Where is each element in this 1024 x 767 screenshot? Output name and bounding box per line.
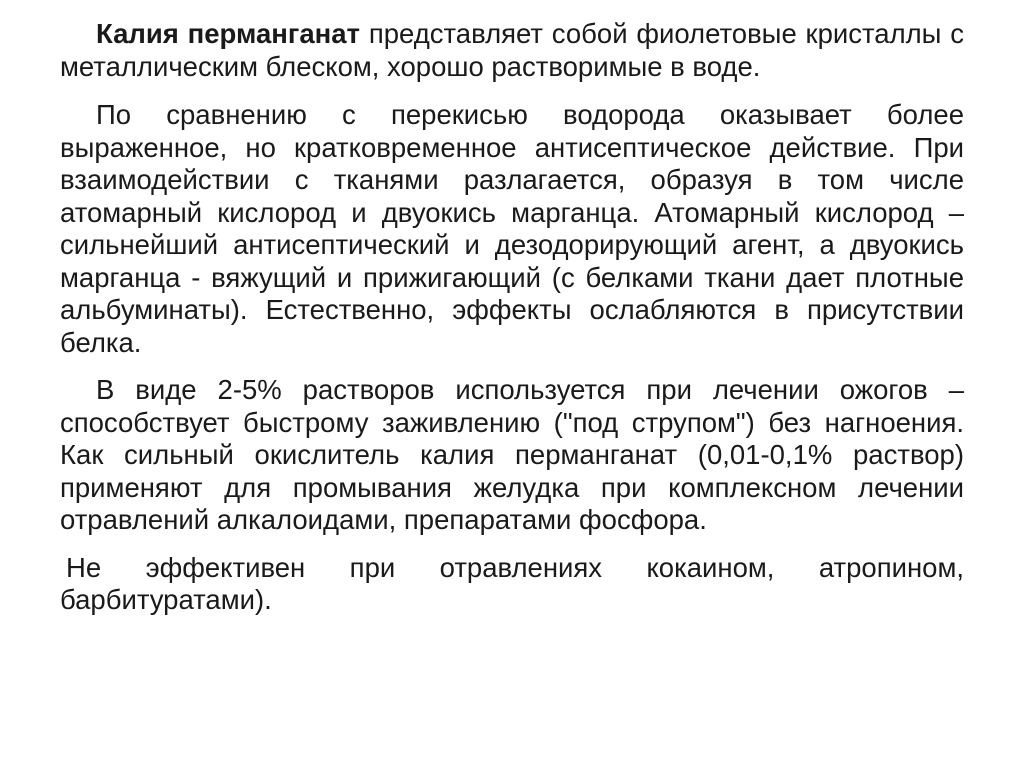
term-potassium-permanganate: Калия перманганат [96,18,361,49]
slide-text-body [60,18,964,758]
paragraph-description [60,18,964,83]
paragraph-usage: В виде 2-5% растворов используется при лечении ожогов – способствует быстрому заживлению ("под струпом") без нагноения. Как сильный окислитель калия перманганат (0,01-0,1% раствор) применяют для промывания желудка при комплексном лечении отравлений алкалоидами, препаратами фосфора. [60,374,964,535]
paragraph-description-text: представляет собой фиолетовые кристаллы с металлическим блеском, хорошо растворимые в воде. [60,18,964,82]
paragraph-antiseptic-action: По сравнению с перекисью водорода оказывает более выраженное, но кратковременное антисептическое действие. При взаимодействии с тканями разлагается, образуя в том числе атомарный кислород и двуокись марганца. Атомарный кислород – сильнейший антисептический и дезодорирующий агент, а двуокись марганца - вяжущий и прижигающий (с белками ткани дает плотные альбуминаты). Естественно, эффекты ослабляются в присутствии белка. [60,99,964,358]
paragraph-limitations: Не эффективен при отравлениях кокаином, атропином, барбитуратами). [60,551,964,615]
